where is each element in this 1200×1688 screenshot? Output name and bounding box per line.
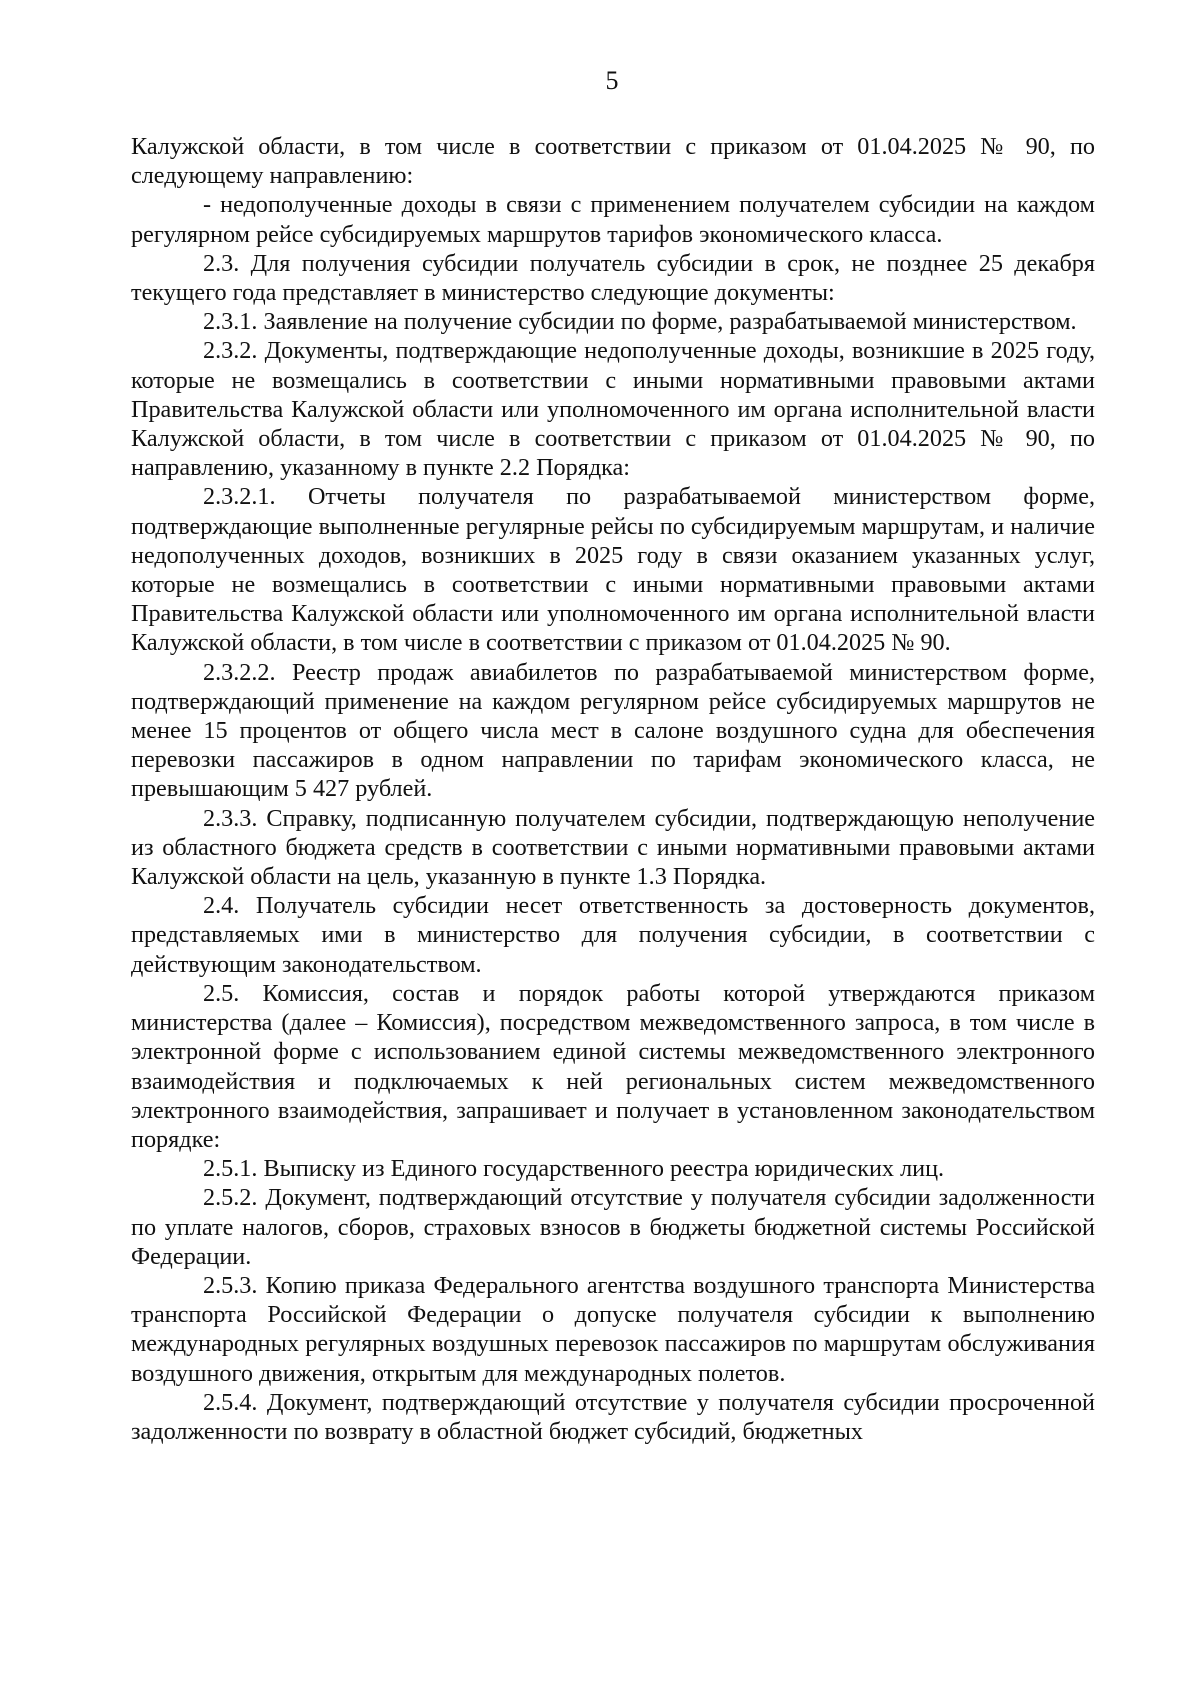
paragraph: 2.5.1. Выписку из Единого государственного реестра юридических лиц. [203,1155,945,1183]
paragraph: 2.5.2. Документ, подтверждающий отсутствие у получателя субсидии задолженности по уплате налогов, сборов, страховых взносов в бюджеты бюджетной системы Российской Федерации. [131,1184,1095,1270]
paragraph: 2.5.3. Копию приказа Федерального агентства воздушного транспорта Министерства транспорта Российской Федерации о допуске получателя субсидии к выполнению международных регулярных воздушных перевозок пассажиров по маршрутам обслуживания воздушного движения, открытым для международных полетов. [131,1271,1095,1387]
paragraph: 2.5.4. Документ, подтверждающий отсутствие у получателя субсидии просроченной задолженности по возврату в областной бюджет субсидий, бюджетных [131,1388,1095,1445]
paragraph: 2.3.2.2. Реестр продаж авиабилетов по разрабатываемой министерством форме, подтверждающий применение на каждом регулярном рейсе субсидируемых маршрутов не менее 15 процентов от общего числа мест в салоне воздушного судна для обеспечения перевозки пассажиров в одном направлении по тарифам экономического класса, не превышающим 5 427 рублей. [131,658,1095,803]
paragraph: 2.5. Комиссия, состав и порядок работы которой утверждаются приказом министерства (далее – Комиссия), посредством межведомственного запроса, в том числе в электронной форме с использованием единой системы межведомственного электронного взаимодействия и подключаемых к ней региональных систем межведомственного электронного взаимодействия, запрашивает и получает в установленном законодательством порядке: [131,979,1095,1153]
paragraph: 2.3.2. Документы, подтверждающие недополученные доходы, возникшие в 2025 году, которые не возмещались в соответствии с иными нормативными правовыми актами Правительства Калужской области или уполномоченного им органа исполнительной власти Калужской области, в том числе в соответствии с приказом от 01.04.2025 № 90, по направлению, указанному в пункте 2.2 Порядка: [131,337,1095,482]
document-body [131,132,1095,1446]
paragraph: 2.3. Для получения субсидии получатель субсидии в срок, не позднее 25 декабря текущего года представляет в министерство следующие документы: [131,249,1095,307]
paragraph: 2.3.2.1. Отчеты получателя по разрабатываемой министерством форме, подтверждающие выполненные регулярные рейсы по субсидируемым маршрутам, и наличие недополученных доходов, возникших в 2025 году в связи оказанием указанных услуг, которые не возмещались в соответствии с иными нормативными правовыми актами Правительства Калужской области или уполномоченного им органа исполнительной власти Калужской области, в том числе в соответствии с приказом от 01.04.2025 № 90. [131,483,1095,657]
paragraph: 2.3.3. Справку, подписанную получателем субсидии, подтверждающую неполучение из областного бюджета средств в соответствии с иными нормативными правовыми актами Калужской области на цель, указанную в пункте 1.3 Порядка. [131,804,1095,891]
paragraph: 2.3.1. Заявление на получение субсидии по форме, разрабатываемой министерством. [203,308,1077,336]
page-number: 5 [605,66,619,95]
paragraph: Калужской области, в том числе в соответствии с приказом от 01.04.2025 № 90, по следующему направлению: [131,133,1095,190]
paragraph: 2.4. Получатель субсидии несет ответственность за достоверность документов, представляемых ими в министерство для получения субсидии, в соответствии с действующим законодательством. [131,892,1095,978]
paragraph: - недополученные доходы в связи с применением получателем субсидии на каждом регулярном рейсе субсидируемых маршрутов тарифов экономического класса. [131,191,1095,248]
